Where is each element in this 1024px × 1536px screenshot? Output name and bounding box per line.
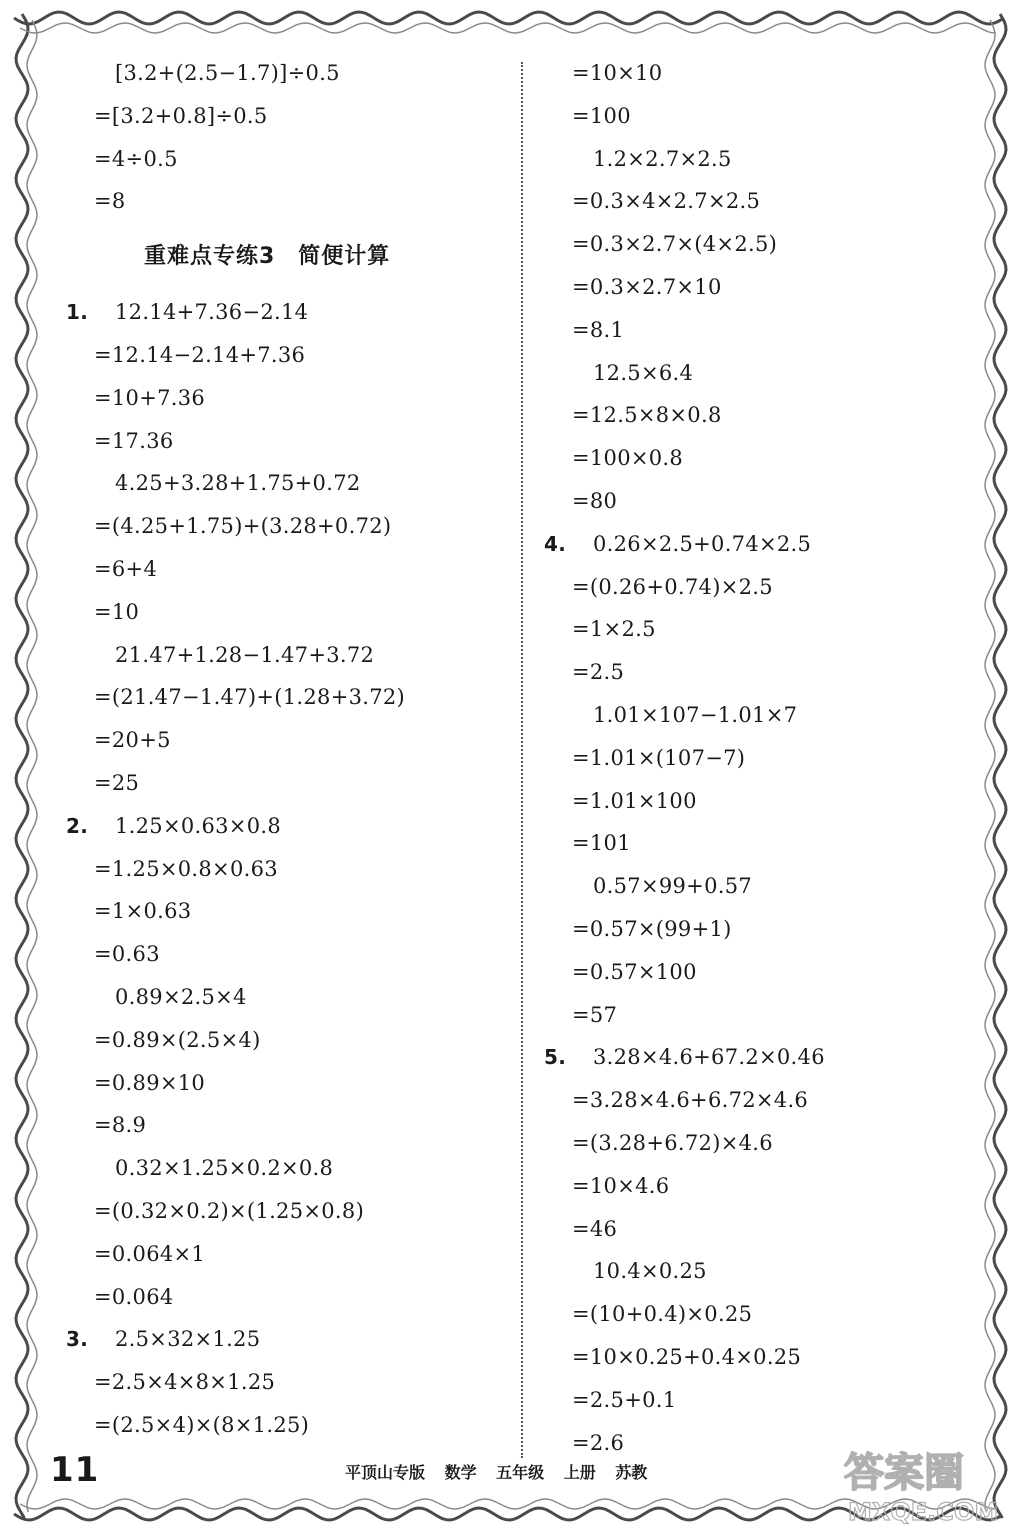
right-column [544,52,964,1464]
calc-line [544,1165,964,1208]
left-exercise-block [66,291,506,1447]
calc-line [544,865,964,908]
math-expression: =8 [94,189,126,214]
calc-line [544,138,964,181]
math-expression: 0.26×2.5+0.74×2.5 [593,531,812,556]
question-number: 2. [66,813,89,838]
math-expression: =8.9 [94,1113,147,1138]
math-expression: =0.89×(2.5×4) [94,1027,261,1052]
math-expression: =12.14−2.14+7.36 [94,342,306,367]
calc-line [544,394,964,437]
math-expression: 1.01×107−1.01×7 [593,702,798,727]
question-number: 5. [544,1045,567,1070]
math-expression: =20+5 [94,728,171,753]
math-expression: 0.32×1.25×0.2×0.8 [115,1156,334,1181]
calc-line [66,1190,506,1233]
calc-line [66,976,506,1019]
calc-line [66,1147,506,1190]
math-expression: 12.5×6.4 [593,360,694,385]
math-expression: =4÷0.5 [94,146,178,171]
math-expression: =100×0.8 [572,446,684,471]
math-expression: 21.47+1.28−1.47+3.72 [115,642,375,667]
math-expression: =(0.26+0.74)×2.5 [572,574,773,599]
math-expression: =1×0.63 [94,899,192,924]
math-expression: 1.2×2.7×2.5 [593,146,732,171]
math-expression: =0.57×(99+1) [572,916,732,941]
calc-line [544,52,964,95]
calc-line [544,1079,964,1122]
math-expression: =(3.28+6.72)×4.6 [572,1130,773,1155]
math-expression: =1.01×(107−7) [572,745,746,770]
math-expression: =0.3×2.7×(4×2.5) [572,232,778,257]
footer-book-info: 平顶山专版 数学 五年级 上册 苏教 [345,1463,648,1482]
right-exercise-block [544,52,964,1464]
math-expression: =0.064×1 [94,1241,206,1266]
math-expression: 2.5×32×1.25 [115,1327,261,1352]
calc-line [66,762,506,805]
math-expression: =46 [572,1216,618,1241]
math-expression: =1×2.5 [572,617,656,642]
calc-line [544,523,964,566]
calc-line [66,1233,506,1276]
left-column [66,52,506,1447]
math-expression: =(0.32×0.2)×(1.25×0.8) [94,1198,365,1223]
calc-line [66,591,506,634]
calc-line [66,676,506,719]
left-solution-block [66,52,506,223]
calc-line [66,420,506,463]
math-expression: =10+7.36 [94,385,206,410]
watermark-logo [838,1440,1016,1528]
math-expression: =(21.47−1.47)+(1.28+3.72) [94,685,406,710]
math-expression: =(2.5×4)×(8×1.25) [94,1412,310,1437]
watermark-text: 答案圈 [844,1450,964,1496]
calc-line [544,1250,964,1293]
calc-line [544,309,964,352]
math-expression: =1.01×100 [572,788,697,813]
math-expression: 10.4×0.25 [593,1259,707,1284]
calc-line [544,1036,964,1079]
calc-line [544,180,964,223]
calc-line [544,95,964,138]
calc-line [66,634,506,677]
math-expression: =25 [94,770,140,795]
calc-line [66,1062,506,1105]
calc-line [544,994,964,1037]
math-expression: 0.57×99+0.57 [593,874,753,899]
calc-line [66,1276,506,1319]
math-expression: =2.5+0.1 [572,1387,677,1412]
math-expression: =8.1 [572,317,625,342]
calc-line [544,266,964,309]
watermark-url: MXQE.COM [848,1498,999,1526]
calc-line [66,719,506,762]
calc-line [544,223,964,266]
calc-line [66,334,506,377]
math-expression: =1.25×0.8×0.63 [94,856,278,881]
math-expression: =0.064 [94,1284,174,1309]
calc-line [544,1379,964,1422]
calc-line [544,1208,964,1251]
calc-line [66,933,506,976]
calc-line [66,462,506,505]
calc-line [544,566,964,609]
math-expression: =[3.2+0.8]÷0.5 [94,103,268,128]
math-expression: =3.28×4.6+6.72×4.6 [572,1088,809,1113]
calc-line [544,651,964,694]
section-title: 重难点专练3 简便计算 [144,244,391,270]
math-expression: =2.6 [572,1430,625,1455]
math-expression: 1.25×0.63×0.8 [115,813,282,838]
calc-line [544,480,964,523]
calc-line [66,1019,506,1062]
calc-line [544,951,964,994]
math-expression: =100 [572,103,631,128]
math-expression: =10 [94,599,140,624]
math-expression: 3.28×4.6+67.2×0.46 [593,1045,825,1070]
math-expression: =(4.25+1.75)+(3.28+0.72) [94,514,392,539]
calc-line [544,822,964,865]
question-number: 4. [544,531,567,556]
math-expression: =80 [572,488,618,513]
math-expression: =57 [572,1002,618,1027]
math-expression: [3.2+(2.5−1.7)]÷0.5 [115,61,340,85]
calc-line [66,377,506,420]
calc-line [544,780,964,823]
calc-line [66,890,506,933]
math-expression: 0.89×2.5×4 [115,984,247,1009]
calc-line [66,1318,506,1361]
calc-line [66,848,506,891]
calc-line [66,805,506,848]
math-expression: =10×4.6 [572,1173,670,1198]
page-number: 11 [50,1450,100,1490]
math-expression: =0.57×100 [572,959,697,984]
calc-line [544,908,964,951]
calc-line [544,1122,964,1165]
math-expression: =2.5×4×8×1.25 [94,1370,276,1395]
math-expression: =0.3×2.7×10 [572,274,722,299]
math-expression: =12.5×8×0.8 [572,403,722,428]
math-expression: =17.36 [94,428,174,453]
math-expression: =6+4 [94,556,158,581]
calc-line [544,437,964,480]
math-expression: =10×10 [572,61,663,85]
calc-line [66,138,506,181]
question-number: 1. [66,300,89,325]
math-expression: =0.63 [94,942,160,967]
calc-line [66,1361,506,1404]
calc-line [544,694,964,737]
calc-line [544,352,964,395]
calc-line [66,1404,506,1447]
calc-line [66,52,506,95]
calc-line [66,95,506,138]
question-number: 3. [66,1327,89,1352]
calc-line [544,1336,964,1379]
calc-line [66,291,506,334]
calc-line [66,548,506,591]
calc-line [66,180,506,223]
math-expression: 12.14+7.36−2.14 [115,300,309,325]
column-divider [521,62,523,1458]
math-expression: =0.3×4×2.7×2.5 [572,189,761,214]
calc-line [66,505,506,548]
calc-line [544,608,964,651]
math-expression: 4.25+3.28+1.75+0.72 [115,471,361,496]
math-expression: =101 [572,831,631,856]
calc-line [544,1293,964,1336]
math-expression: =10×0.25+0.4×0.25 [572,1344,802,1369]
math-expression: =2.5 [572,660,625,685]
math-expression: =(10+0.4)×0.25 [572,1302,753,1327]
calc-line [66,1104,506,1147]
math-expression: =0.89×10 [94,1070,206,1095]
calc-line [544,737,964,780]
